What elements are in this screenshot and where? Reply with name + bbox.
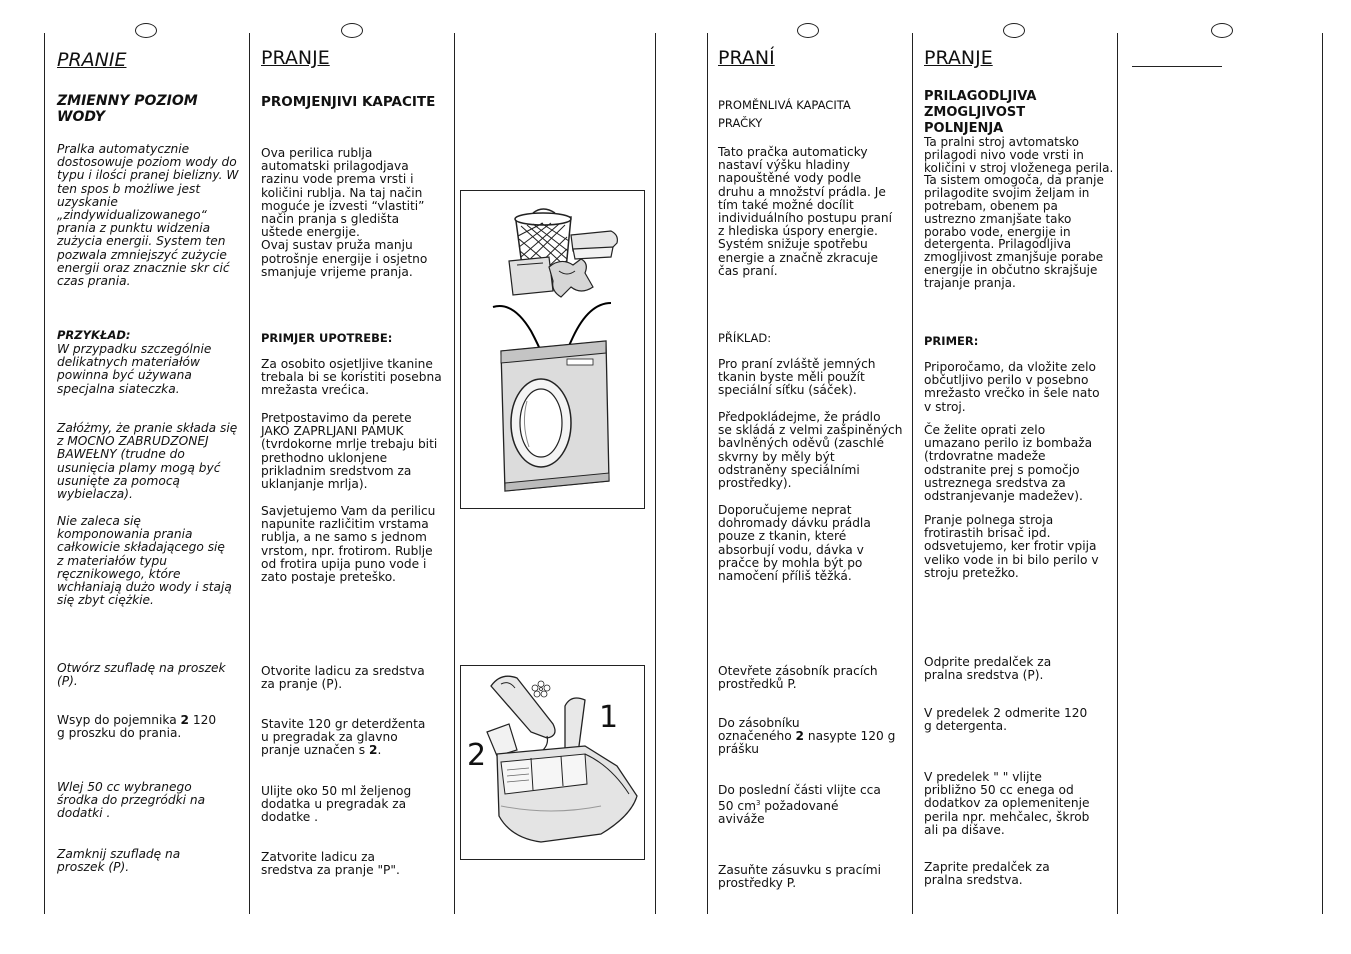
paragraph: Priporočamo, da vložite zelo občutljivo perilo v posebno mrežasto vrečko in šele nato v stroj.: [924, 360, 1100, 414]
paragraph: Če želite oprati zelo umazano perilo iz bombaža (trdovratne madeže odstranite prej s pomočjo ustreznega sredstva za odstranjevanje madežev).: [924, 423, 1093, 504]
example-heading: PRIMER:: [924, 334, 979, 348]
example-heading: PŘÍKLAD:: [718, 331, 772, 345]
page-title: PRANÍ: [718, 47, 775, 69]
step-1: Odprite predalček za pralna sredstva (P).: [924, 655, 1052, 683]
paragraph: Savjetujemo Vam da perilicu napunite različitim vrstama rublja, a ne samo s jednom vrstom, npr. frotirom. Rublje od frotira upija puno vode i zato postaje preteško.: [261, 504, 436, 585]
figure-detergent-drawer: [460, 665, 645, 860]
compartment-number: 2: [369, 743, 378, 758]
step-4: Zaprite predalček za pralna sredstva.: [924, 860, 1050, 888]
section-heading: PROMJENJIVI KAPACITE: [261, 94, 436, 110]
paragraph: Pranje polnega stroja frotirastih brisač ipd. odsvetujemo, ker frotir vpija veliko vode in bi bilo perilo v stroju pretežko.: [924, 513, 1099, 580]
step-2-text: Stavite 120 gr deterdženta u pregradak za glavno pranje uznačen s: [261, 717, 426, 758]
step-3-text-end: požadované aviváže: [718, 799, 839, 827]
page-title: PRANIE: [57, 49, 127, 71]
step-3: [718, 784, 881, 827]
section-heading: PROMĚNLIVÁ KAPACITA PRAČKY: [718, 98, 851, 130]
language-flag-oval: [1211, 23, 1233, 38]
step-2-text-end: 120 g proszku do prania.: [57, 713, 217, 741]
compartment-number: 2: [180, 713, 190, 727]
intro-text: Ta pralni stroj avtomatsko prilagodi nivo vode vrsti in količini v stroj vloženega perila. Ta sistem omogoča, da pranje prilagodite svojim željam in potrebam, obenem pa ustrezno zmanjšate tako porabo vode, energije in detergenta. Prilagodljiva zmogljivost zmanjšuje porabe energije in občutno skrajšuje trajanje pranja.: [924, 135, 1114, 290]
step-4: Zamknij szufladę na proszek (P).: [57, 847, 181, 875]
column-rule: [655, 33, 656, 914]
figure-label-1: 1: [599, 700, 619, 735]
example-heading: PRIMJER UPOTREBE:: [261, 331, 393, 345]
paragraph: Pretpostavimo da perete JAKO ZAPRLJANI PAMUK (tvrdokorne mrlje trebaju biti prethodno uklonjene prikladnim sredstvom za uklanjanje mrlja).: [261, 411, 438, 492]
paragraph: Nie zaleca się komponowania prania całkowicie składającego się z materiałów typu ręcznikowego, które wchłaniają dużo wody i stają się zbyt ciężkie.: [57, 514, 232, 608]
intro-text: Tato pračka automaticky nastaví výšku hladiny napouštěné vody podle druhu a množství prádla. Je tím také možné docílit individuálního postupu praní z hlediska úspory energie. Systém snižuje spotřebu energie a značně zkracuje čas praní.: [718, 145, 893, 278]
column-rule: [912, 33, 913, 914]
column-rule: [1117, 33, 1118, 914]
column-rule: [707, 33, 708, 914]
step-3: Wlej 50 cc wybranego środka do przegródki na dodatki .: [57, 780, 206, 821]
column-rule: [249, 33, 250, 914]
detergent-drawer-illustration: [461, 666, 644, 859]
language-flag-oval: [341, 23, 363, 38]
paragraph: W przypadku szczególnie delikatnych materiałów powinna być używana specjalna siateczka.: [57, 342, 212, 396]
section-heading: PRILAGODLJIVA ZMOGLJIVOST POLNJENJA: [924, 89, 1037, 136]
paragraph: Załóżmy, że pranie składa się z MOCNO ZABRUDZONEJ BAWEŁNY (trudne do usunięcia plamy mogą być usunięte za pomocą wybielacza).: [57, 421, 238, 502]
step-2: [718, 717, 895, 757]
language-flag-oval: [1003, 23, 1025, 38]
example-heading: PRZYKŁAD:: [57, 328, 131, 342]
column-rule: [1322, 33, 1323, 914]
paragraph: Za osobito osjetljive tkanine trebala bi se koristiti posebna mrežasta vrećica.: [261, 357, 442, 398]
compartment-number: 2: [795, 729, 805, 744]
step-2-text: Do zásobníku označeného: [718, 716, 800, 744]
step-1: Otwórz szufladę na proszek (P).: [57, 661, 226, 689]
step-2-text-end: nasypte 120 g prášku: [718, 729, 896, 757]
unit-superscript: 3: [755, 799, 761, 808]
figure-label-2: 2: [467, 738, 487, 773]
step-2: [261, 718, 425, 758]
step-2: [57, 714, 216, 740]
language-flag-oval: [797, 23, 819, 38]
step-3: V predelek " " vlijte približno 50 cc enega od dodatkov za oplemenitenje perila npr. mehčalec, škrob ali pa dišave.: [924, 770, 1090, 837]
step-3: Ulijte oko 50 ml željenog dodatka u pregradak za dodatke .: [261, 784, 412, 825]
paragraph: Předpokládejme, že prádlo se skládá z velmi zašpiněných bavlněných oděvů (zaschlé skvrny by měly být odstraněny speciálními prostředky).: [718, 410, 903, 491]
column-rule: [454, 33, 455, 914]
empty-title-underline: [1132, 66, 1222, 67]
intro-text: Pralka automatycznie dostosowuje poziom wody do typu i ilości pranej bielizny. W ten spos b możliwe jest uzyskanie „zindywidualizowanego“ prania z punktu widzenia zużycia energii. System ten pozwala zmniejszyć zużycie energii oraz znacznie skr cić czas prania.: [57, 142, 239, 289]
paragraph: Pro praní zvláště jemných tkanin byste měli použít speciální síťku (sáček).: [718, 357, 876, 398]
step-1: Otevřete zásobník pracích prostředků P.: [718, 664, 878, 692]
intro-text: Ova perilica rublja automatski prilagodjava razinu vode prema vrsti i količini rublja. Na taj način moguće je izvesti “vlastiti” način pranja s gledišta uštede energije. Ovaj sustav pruža manju potrošnje energije i osjetno smanjuje vrijeme pranja.: [261, 146, 428, 279]
language-flag-oval: [135, 23, 157, 38]
step-2-text: Wsyp do pojemnika: [57, 713, 181, 727]
step-3-text: Do poslední části vlijte cca 50 cm: [718, 783, 881, 814]
column-rule: [44, 33, 45, 914]
step-4: Zasuňte zásuvku s pracími prostředky P.: [718, 863, 881, 891]
section-heading: ZMIENNY POZIOM WODY: [57, 93, 198, 125]
page-title: PRANJE: [261, 47, 330, 69]
step-2-text-end: .: [377, 743, 382, 758]
figure-laundry-machine: [460, 190, 645, 509]
step-1: Otvorite ladicu za sredstva za pranje (P).: [261, 664, 425, 692]
step-4: Zatvorite ladicu za sredstva za pranje "P".: [261, 850, 400, 878]
page-title: PRANJE: [924, 47, 993, 69]
step-2: V predelek 2 odmerite 120 g detergenta.: [924, 706, 1088, 734]
paragraph: Doporučujeme neprat dohromady dávku prádla pouze z tkanin, které absorbují vodu, dávka v pračce by mohla být po namočení příliš těžká.: [718, 503, 871, 584]
laundry-machine-illustration: [461, 191, 644, 508]
